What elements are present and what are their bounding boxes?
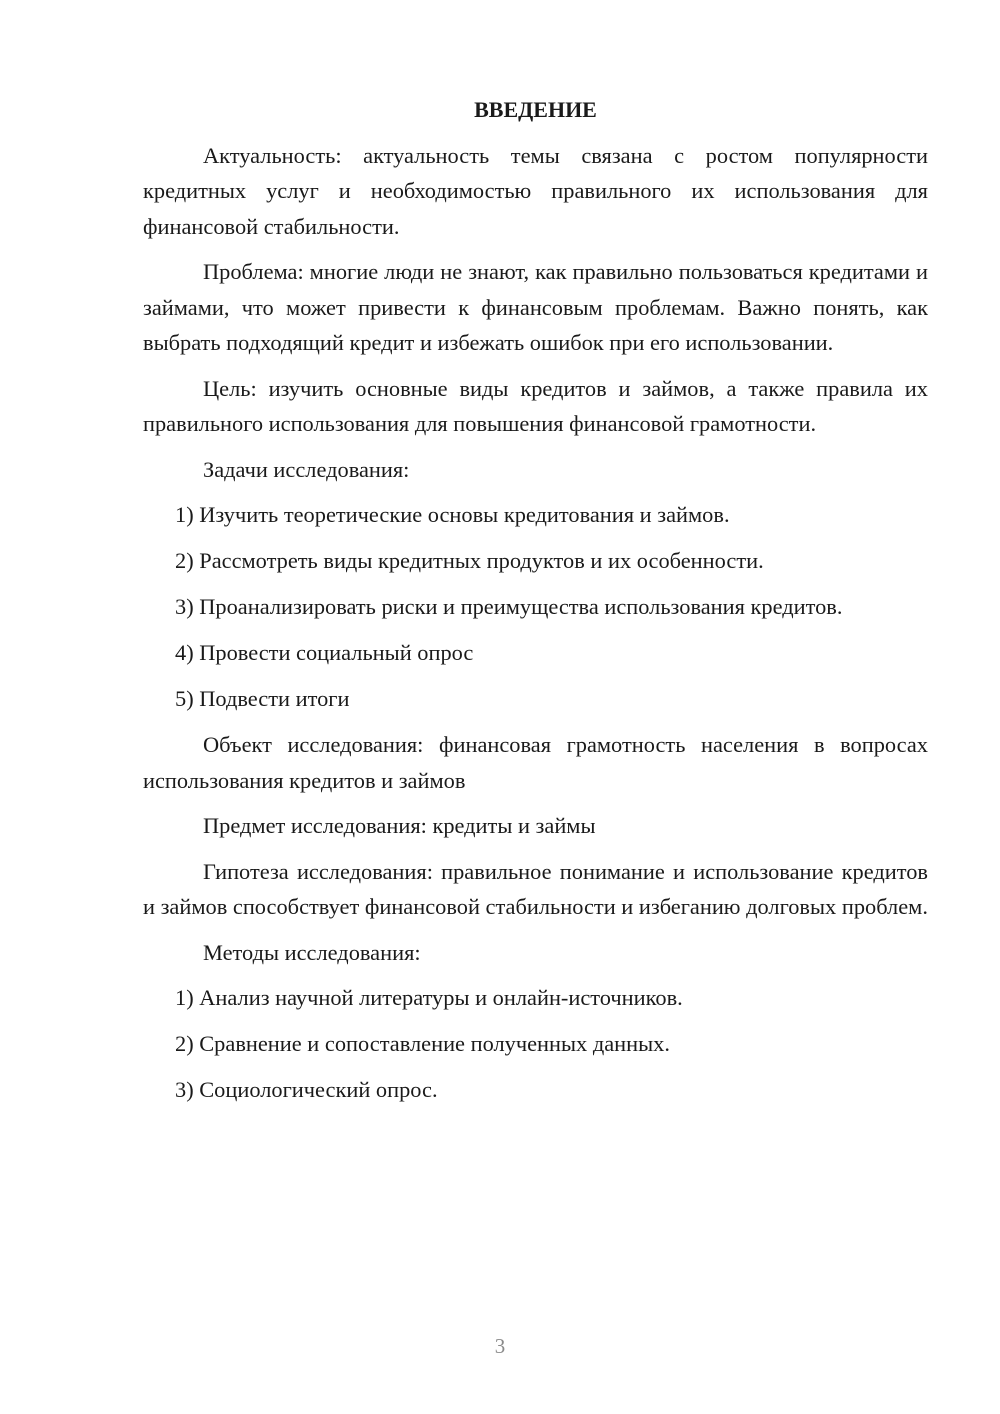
- method-item: 3) Социологический опрос.: [175, 1077, 438, 1102]
- task-item: 1) Изучить теоретические основы кредитования и займов.: [175, 502, 730, 527]
- task-item: 2) Рассмотреть виды кредитных продуктов и их особенности.: [175, 548, 764, 573]
- problem-paragraph: Проблема: многие люди не знают, как правильно пользоваться кредитами и займами, что может привести к финансовым проблемам. Важно понять, как выбрать подходящий кредит и избежать ошибок при его использовании.: [143, 259, 928, 355]
- methods-heading: Методы исследования:: [203, 939, 421, 965]
- method-item: 2) Сравнение и сопоставление полученных данных.: [175, 1031, 670, 1056]
- document-body: [143, 92, 928, 1118]
- hypothesis-paragraph: Гипотеза исследования: правильное понимание и использование кредитов и займов способствует финансовой стабильности и избеганию долговых проблем.: [143, 858, 928, 919]
- actuality-paragraph: Актуальность: актуальность темы связана с ростом популярности кредитных услуг и необходимостью правильного их использования для финансовой стабильности.: [143, 142, 928, 239]
- task-item: 3) Проанализировать риски и преимущества использования кредитов.: [175, 594, 843, 619]
- tasks-heading: Задачи исследования:: [203, 456, 410, 482]
- object-paragraph: Объект исследования: финансовая грамотность населения в вопросах использования кредитов и займов: [143, 732, 928, 793]
- subject-paragraph: Предмет исследования: кредиты и займы: [203, 813, 596, 838]
- page-number: 3: [494, 1334, 506, 1358]
- task-item: 4) Провести социальный опрос: [175, 640, 474, 665]
- task-item: 5) Подвести итоги: [175, 686, 350, 711]
- method-item: 1) Анализ научной литературы и онлайн-источников.: [175, 985, 683, 1010]
- goal-paragraph: Цель: изучить основные виды кредитов и займов, а также правила их правильного использования для повышения финансовой грамотности.: [143, 375, 928, 436]
- section-title: ВВЕДЕНИЕ: [474, 97, 597, 122]
